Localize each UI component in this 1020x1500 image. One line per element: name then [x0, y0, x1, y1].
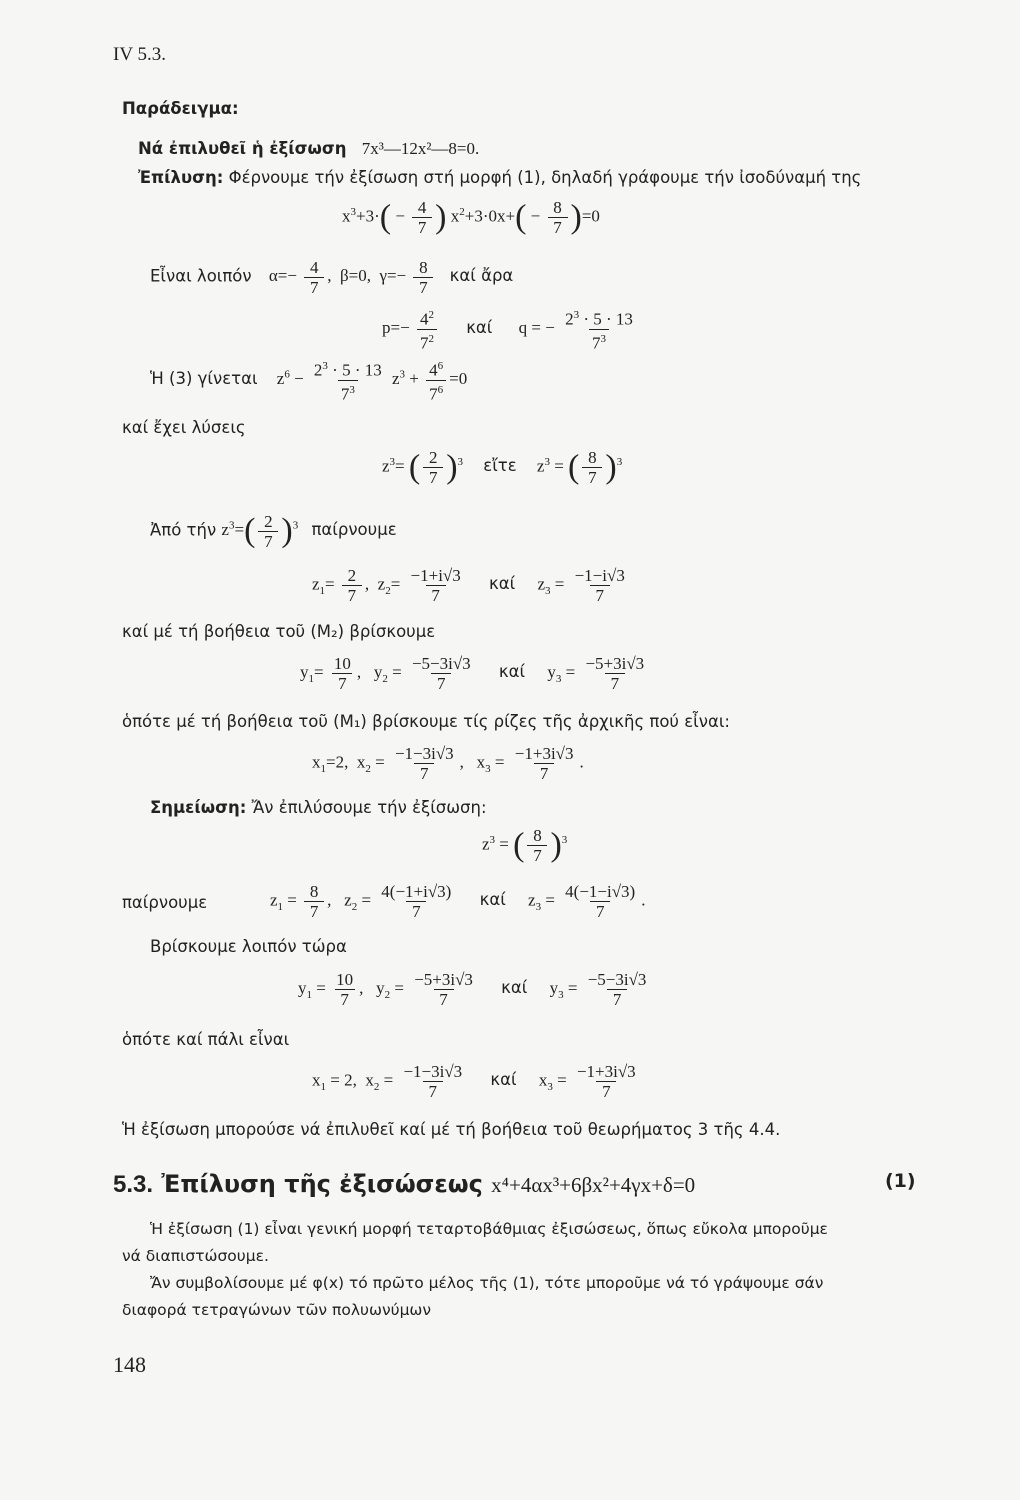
from-text: Ἀπό τήν [150, 520, 217, 540]
equivalent-equation: $x^3+3\cdot$( − $\frac{4}{7}$ ) $x^2+3\cdot 0x+$( − $\frac{8}{7}$ )=0 [342, 198, 600, 237]
note-line [150, 798, 487, 817]
solution-text: Φέρνουμε τήν ἐξίσωση στή μορφή (1), δηλαδή γράφουμε τήν ἰσοδύναμή της [228, 168, 862, 187]
has-solutions-text: καί ἔχει λύσεις [122, 418, 246, 437]
becomes-text: Ἡ (3) γίνεται [150, 369, 258, 389]
note-equation: $z^3$ = ( $\frac{8}{7}$ )$^3$ [482, 826, 568, 865]
and-text-3: καί [498, 662, 526, 682]
note-x-roots-line: $x_1 = 2$, $x_2$ = $\frac{-1-3i√3}{7}$ καί $x_3$ = $\frac{-1+3i√3}{7}$ [312, 1062, 636, 1101]
and-text-2: καί [489, 574, 516, 594]
section-tag: (1) [885, 1170, 916, 1192]
section-equation: x⁴+4αx³+6βx²+4γx+δ=0 [491, 1173, 696, 1197]
therefore-text: Εἶναι λοιπόν [150, 266, 252, 286]
problem-equation: 7x³—12x²—8=0. [361, 139, 480, 158]
from-line: Ἀπό τήν $z^3=$( $\frac{2}{7}$ )$^3$ παίρνουμε [150, 512, 397, 551]
note-text: Ἄν ἐπιλύσουμε τήν ἐξίσωση: [251, 798, 487, 817]
becomes-line: Ἡ (3) γίνεται $z^6$ − $\frac{2^3 \cdot 5 \cdot 13}{7^3}$ $z^3$ + $\frac{4^6}{7^6}$ =0 [150, 360, 468, 404]
note-we-find-now-text: Βρίσκουμε λοιπόν τώρα [150, 937, 347, 956]
x-roots-line: $x_1=2$, $x_2$ = $\frac{-1-3i√3}{7}$ , $x_3$ = $\frac{-1+3i√3}{7}$ . [312, 744, 584, 783]
and-so-text: καί ἄρα [449, 266, 514, 286]
or-text: εἴτε [483, 456, 517, 476]
and-text-4: καί [479, 890, 506, 910]
and-text-5: καί [501, 978, 528, 998]
page-number: 148 [113, 1352, 146, 1377]
section-title: Ἐπίλυση τῆς ἐξισώσεως [161, 1170, 483, 1198]
paragraph-line-4: διαφορά τετραγώνων τῶν πολυωνύμων [122, 1301, 432, 1319]
and-text-1: καί [466, 318, 493, 338]
section-heading [113, 1170, 916, 1199]
and-text-6: καί [490, 1070, 517, 1090]
y-roots-line: $y_1=$ $\frac{10}{7}$ , $y_2$ = $\frac{-5-3i√3}{7}$ καί $y_3$ = $\frac{-5+3i√3}{7}$ [300, 654, 645, 693]
z-cubed-solutions: $z^3=$ ( $\frac{2}{7}$ )$^3$ εἴτε $z^3$ = ( $\frac{8}{7}$ )$^3$ [382, 448, 623, 487]
solution-label: Ἐπίλυση: [138, 168, 224, 187]
z-roots-line: $z_1=$ $\frac{2}{7}$ , $z_2=$ $\frac{-1+i√3}{7}$ καί $z_3$ = $\frac{-1-i√3}{7}$ [312, 566, 625, 605]
note-we-get-text: παίρνουμε [122, 893, 208, 912]
solution-line [138, 168, 861, 187]
example-problem [138, 139, 479, 159]
problem-text: Νά ἐπιλυθεῖ ἡ ἐξίσωση [138, 139, 347, 158]
running-header: IV 5.3. [113, 44, 166, 65]
note-z-roots-line: $z_1$ = $\frac{8}{7}$ , $z_2$ = $\frac{4(-1+i√3)}{7}$ καί $z_3$ = $\frac{4(-1-i√3)}{7}$ . [270, 882, 646, 921]
note-y-roots-line: $y_1$ = $\frac{10}{7}$ , $y_2$ = $\frac{-5+3i√3}{7}$ καί $y_3$ = $\frac{-5-3i√3}{7}$ [298, 970, 647, 1009]
paragraph-line-2: νά διαπιστώσουμε. [122, 1247, 269, 1265]
with-help-m1-text: ὁπότε μέ τή βοήθεια τοῦ (M₁) βρίσκουμε τίς ρίζες τῆς ἀρχικῆς πού εἶναι: [122, 712, 730, 731]
example-label: Παράδειγμα: [122, 99, 239, 118]
with-help-m2-text: καί μέ τή βοήθεια τοῦ (M₂) βρίσκουμε [122, 622, 436, 641]
paragraph-line-3: Ἄν συμβολίσουμε μέ φ(x) τό πρῶτο μέλος τῆς (1), τότε μποροῦμε νά τό γράψουμε σάν [150, 1274, 824, 1292]
section-number: 5.3. [113, 1171, 154, 1198]
note-so-again-text: ὁπότε καί πάλι εἶναι [122, 1030, 290, 1049]
coefficients-line: Εἶναι λοιπόν α=− $\frac{4}{7}$ , β=0, γ=− $\frac{8}{7}$ καί ἄρα [150, 258, 514, 297]
note-label: Σημείωση: [150, 798, 247, 817]
paragraph-line-1: Ἡ ἐξίσωση (1) εἶναι γενική μορφή τεταρτοβάθμιας ἐξισώσεως, ὅπως εὔκολα μποροῦμε [150, 1220, 828, 1238]
we-get-text-1: παίρνουμε [311, 520, 397, 540]
pq-line: p=− $\frac{4^2}{7^2}$ καί q = − $\frac{2^3 \cdot 5 \cdot 13}{7^3}$ [382, 309, 633, 353]
note-closing-text: Ἡ ἐξίσωση μπορούσε νά ἐπιλυθεῖ καί μέ τή βοήθεια τοῦ θεωρήματος 3 τῆς 4.4. [122, 1120, 781, 1139]
